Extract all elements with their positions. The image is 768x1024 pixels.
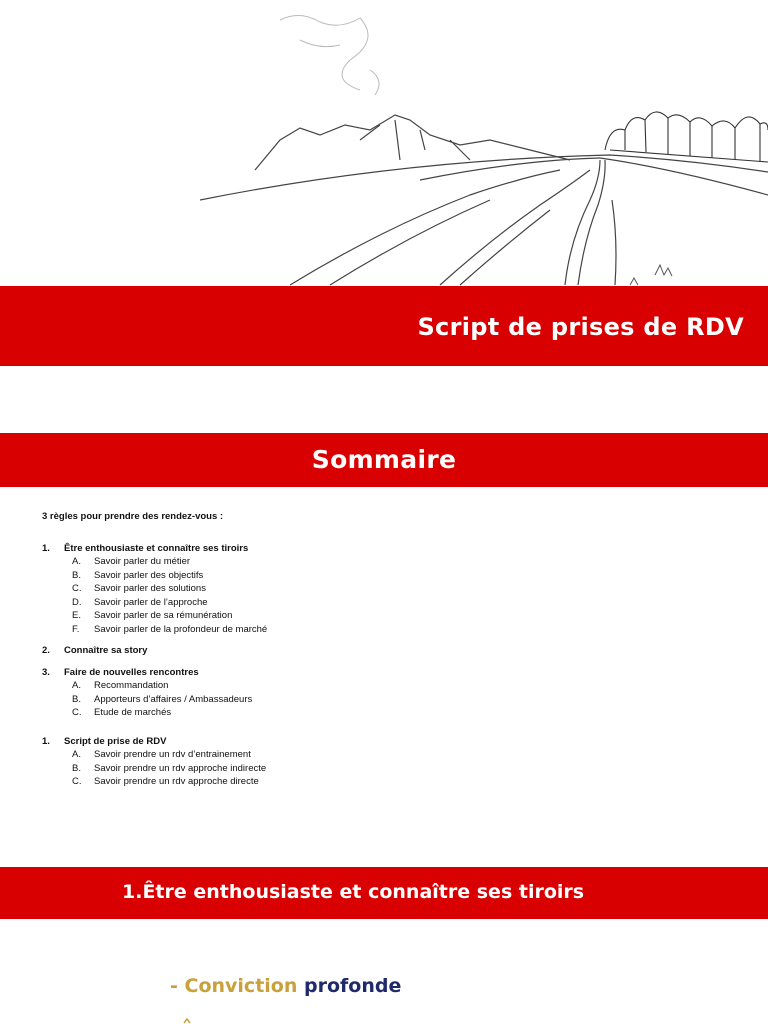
sommaire-title: Sommaire bbox=[311, 445, 457, 474]
toc-section bbox=[42, 666, 742, 680]
subitem-text: Savoir parler de l’approche bbox=[94, 596, 208, 608]
subitem-text: Savoir parler de la profondeur de marché bbox=[94, 623, 268, 635]
toc-subitem bbox=[42, 596, 742, 610]
toc-subitem bbox=[42, 623, 742, 637]
toc-subitem bbox=[42, 569, 742, 583]
subitem-text: Etude de marchés bbox=[94, 707, 172, 718]
toc-subitem bbox=[42, 775, 742, 789]
bullet-dash: - bbox=[170, 975, 178, 997]
slide-title: Script de prises de RDV bbox=[417, 313, 744, 341]
subitem-letter: A. bbox=[72, 556, 81, 567]
subitem-letter: B. bbox=[72, 693, 81, 705]
subitem-letter: C. bbox=[72, 583, 82, 594]
subitem-text: Apporteurs d’affaires / Ambassadeurs bbox=[94, 693, 253, 705]
toc-subitem bbox=[42, 762, 742, 776]
subitem-letter: F. bbox=[72, 623, 80, 635]
toc-subitem bbox=[42, 679, 742, 693]
subitem-text: Savoir parler des objectifs bbox=[94, 569, 204, 581]
section-label: Faire de nouvelles rencontres bbox=[64, 666, 199, 678]
subitem-text: Savoir prendre un rdv d’entrainement bbox=[94, 749, 251, 760]
section-number: 3. bbox=[42, 666, 50, 678]
subitem-letter: C. bbox=[72, 707, 82, 718]
toc-intro: 3 règles pour prendre des rendez-vous : bbox=[42, 511, 224, 522]
toc-section bbox=[42, 644, 742, 658]
profonde-word: profonde bbox=[304, 975, 402, 997]
section-number: 1. bbox=[42, 542, 50, 554]
conviction-bullet bbox=[170, 975, 401, 997]
table-of-contents bbox=[42, 510, 742, 789]
subitem-text: Savoir prendre un rdv approche directe bbox=[94, 776, 259, 787]
subitem-letter: A. bbox=[72, 749, 81, 760]
cut-off-accent-icon bbox=[183, 1018, 191, 1024]
section-number: 1. bbox=[42, 735, 50, 747]
toc-section bbox=[42, 735, 742, 749]
toc-subitem bbox=[42, 609, 742, 623]
toc-subitem bbox=[42, 555, 742, 569]
subitem-text: Recommandation bbox=[94, 680, 169, 691]
section-label: Connaître sa story bbox=[64, 645, 148, 656]
toc-section bbox=[42, 542, 742, 556]
title-band bbox=[0, 286, 768, 366]
section-band bbox=[0, 867, 768, 919]
toc-subitem bbox=[42, 748, 742, 762]
section-number: 2. bbox=[42, 645, 50, 656]
subitem-letter: A. bbox=[72, 680, 81, 691]
subitem-letter: B. bbox=[72, 569, 81, 581]
section-label: Être enthousiaste et connaître ses tiroirs bbox=[64, 542, 249, 554]
subitem-letter: D. bbox=[72, 596, 82, 608]
subitem-letter: C. bbox=[72, 776, 82, 787]
subitem-text: Savoir prendre un rdv approche indirecte bbox=[94, 762, 267, 774]
subitem-text: Savoir parler du métier bbox=[94, 556, 191, 567]
sommaire-band bbox=[0, 433, 768, 487]
toc-subitem bbox=[42, 582, 742, 596]
subitem-text: Savoir parler des solutions bbox=[94, 583, 206, 594]
subitem-letter: B. bbox=[72, 762, 81, 774]
subitem-text: Savoir parler de sa rémunération bbox=[94, 610, 233, 621]
toc-subitem bbox=[42, 706, 742, 720]
conviction-word: Conviction bbox=[184, 975, 298, 997]
subitem-letter: E. bbox=[72, 610, 81, 621]
section-title: 1.Être enthousiaste et connaître ses tiroirs bbox=[122, 881, 585, 903]
landscape-road-sketch-icon bbox=[0, 0, 768, 290]
toc-subitem bbox=[42, 693, 742, 707]
title-slide bbox=[0, 0, 768, 370]
section-label: Script de prise de RDV bbox=[64, 735, 167, 747]
